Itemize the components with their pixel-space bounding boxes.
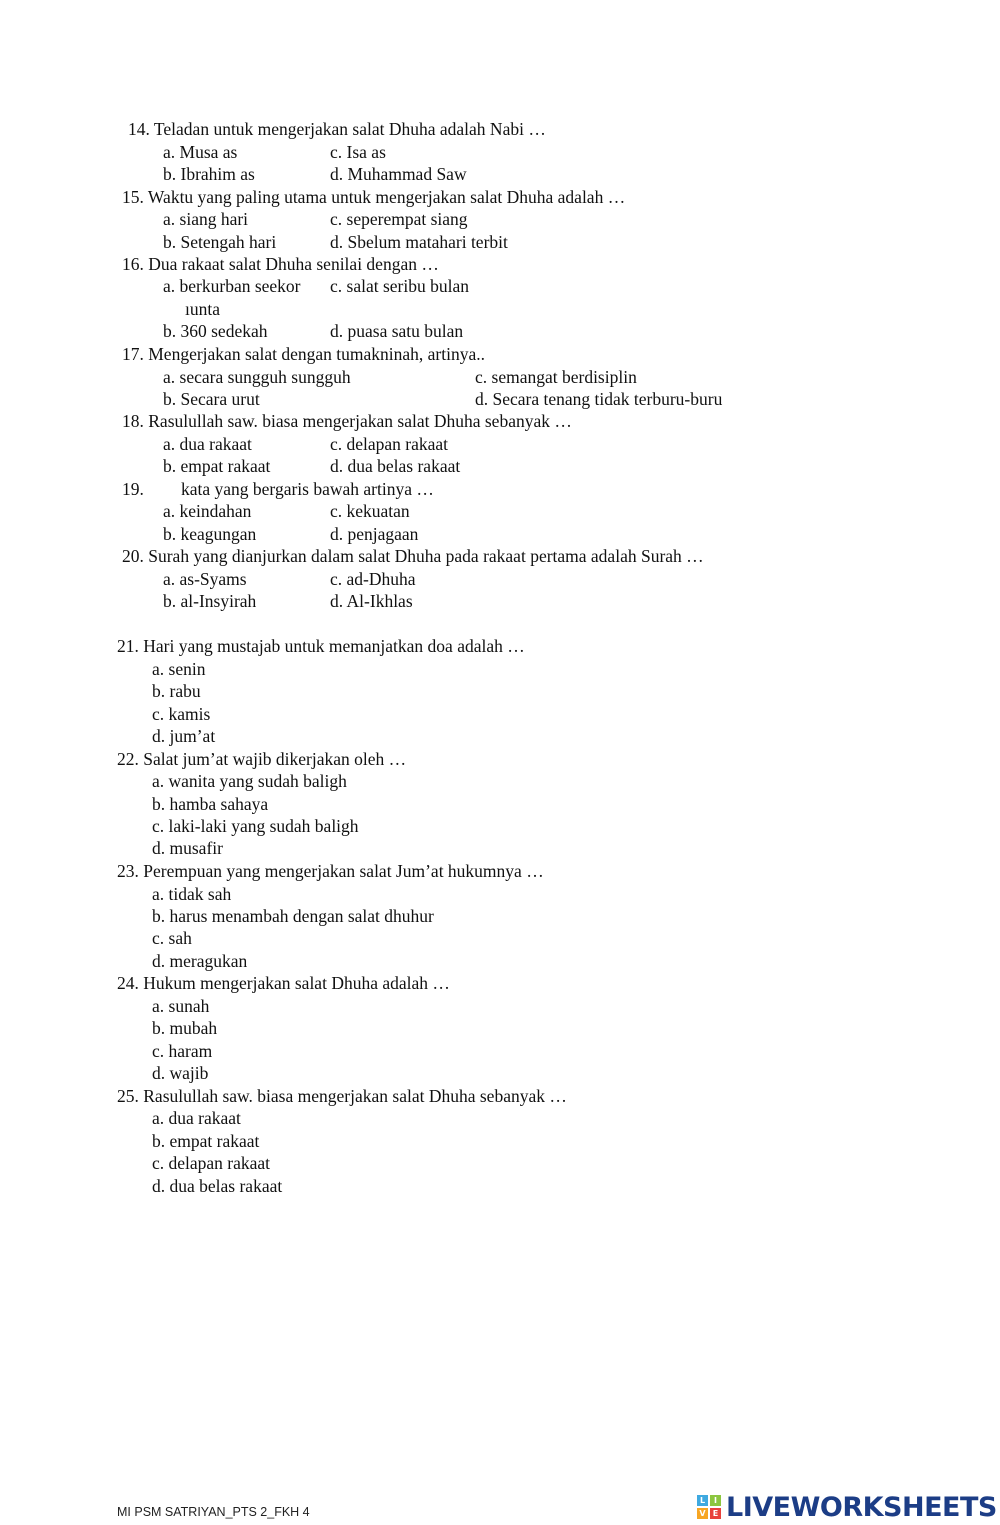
question-18-option-a: a. dua rakaat: [163, 434, 252, 454]
question-22-option-b: b. hamba sahaya: [152, 794, 269, 814]
question-19-option-b: b. keagungan: [163, 524, 257, 544]
liveworksheets-logo-icon: [697, 1495, 721, 1519]
question-14-option-a: a. Musa as: [163, 142, 238, 162]
question-17-option-c: c. semangat berdisiplin: [475, 367, 637, 387]
question-23-option-d: d. meragukan: [152, 951, 248, 971]
question-20-option-c: c. ad-Dhuha: [330, 569, 416, 589]
question-16-option-a-continued: ıunta: [185, 299, 220, 319]
question-24-option-a: a. sunah: [152, 996, 210, 1016]
question-15-option-a: a. siang hari: [163, 209, 249, 229]
question-22-option-c: c. laki-laki yang sudah baligh: [152, 816, 359, 836]
question-17-option-a: a. secara sungguh sungguh: [163, 367, 351, 387]
question-16-option-a: a. berkurban seekor: [163, 276, 301, 296]
question-25-option-c: c. delapan rakaat: [152, 1153, 271, 1173]
question-25-option-d: d. dua belas rakaat: [152, 1176, 283, 1196]
footer-text: MI PSM SATRIYAN_PTS 2_FKH 4: [117, 1505, 310, 1519]
question-24-option-d: d. wajib: [152, 1063, 209, 1083]
question-16-option-c: c. salat seribu bulan: [330, 276, 469, 296]
question-16-stem: 16. Dua rakaat salat Dhuha senilai dengan …: [122, 254, 439, 274]
question-16-option-b: b. 360 sedekah: [163, 321, 268, 341]
question-23-stem: 23. Perempuan yang mengerjakan salat Jum’at hukumnya …: [117, 861, 544, 881]
question-23-option-b: b. harus menambah dengan salat dhuhur: [152, 906, 434, 926]
question-15-option-d: d. Sbelum matahari terbit: [330, 232, 508, 252]
question-14-stem: 14. Teladan untuk mengerjakan salat Dhuha adalah Nabi …: [128, 119, 546, 139]
question-15-option-b: b. Setengah hari: [163, 232, 277, 252]
question-17-option-d: d. Secara tenang tidak terburu-buru: [475, 389, 723, 409]
question-18-option-b: b. empat rakaat: [163, 456, 271, 476]
question-20-option-a: a. as-Syams: [163, 569, 247, 589]
question-19-option-c: c. kekuatan: [330, 501, 410, 521]
question-22-option-a: a. wanita yang sudah baligh: [152, 771, 347, 791]
logo-letter-l: L: [697, 1495, 708, 1506]
question-19-number: 19.: [122, 479, 144, 499]
question-25-stem: 25. Rasulullah saw. biasa mengerjakan salat Dhuha sebanyak …: [117, 1086, 567, 1106]
question-17-stem: 17. Mengerjakan salat dengan tumakninah, artinya..: [122, 344, 486, 364]
question-18-option-c: c. delapan rakaat: [330, 434, 449, 454]
question-25-option-b: b. empat rakaat: [152, 1131, 260, 1151]
question-16-option-d: d. puasa satu bulan: [330, 321, 464, 341]
question-20-stem: 20. Surah yang dianjurkan dalam salat Dhuha pada rakaat pertama adalah Surah …: [122, 546, 704, 566]
question-24-option-b: b. mubah: [152, 1018, 218, 1038]
question-21-option-d: d. jum’at: [152, 726, 216, 746]
question-14-option-c: c. Isa as: [330, 142, 386, 162]
liveworksheets-logo[interactable]: [697, 1490, 997, 1524]
question-21-option-b: b. rabu: [152, 681, 201, 701]
question-14-option-b: b. Ibrahim as: [163, 164, 255, 184]
question-15-stem: 15. Waktu yang paling utama untuk mengerjakan salat Dhuha adalah …: [122, 187, 626, 207]
question-25-option-a: a. dua rakaat: [152, 1108, 241, 1128]
question-20-option-d: d. Al-Ikhlas: [330, 591, 413, 611]
question-19-option-a: a. keindahan: [163, 501, 252, 521]
question-21-option-a: a. senin: [152, 659, 206, 679]
question-21-stem: 21. Hari yang mustajab untuk memanjatkan doa adalah …: [117, 636, 525, 656]
question-22-stem: 22. Salat jum’at wajib dikerjakan oleh …: [117, 749, 407, 769]
question-20-option-b: b. al-Insyirah: [163, 591, 257, 611]
question-21-option-c: c. kamis: [152, 704, 211, 724]
question-14-option-d: d. Muhammad Saw: [330, 164, 467, 184]
question-23-option-a: a. tidak sah: [152, 884, 232, 904]
question-22-option-d: d. musafir: [152, 838, 223, 858]
logo-letter-v: V: [697, 1508, 708, 1519]
question-19-stem: kata yang bergaris bawah artinya …: [181, 479, 434, 499]
question-17-option-b: b. Secara urut: [163, 389, 260, 409]
question-19-option-d: d. penjagaan: [330, 524, 419, 544]
question-15-option-c: c. seperempat siang: [330, 209, 468, 229]
question-24-option-c: c. haram: [152, 1041, 213, 1061]
logo-letter-e: E: [710, 1508, 721, 1519]
question-18-option-d: d. dua belas rakaat: [330, 456, 461, 476]
question-18-stem: 18. Rasulullah saw. biasa mengerjakan salat Dhuha sebanyak …: [122, 411, 572, 431]
liveworksheets-logo-text: LIVEWORKSHEETS: [726, 1491, 997, 1523]
logo-letter-i: I: [710, 1495, 721, 1506]
question-24-stem: 24. Hukum mengerjakan salat Dhuha adalah …: [117, 973, 450, 993]
question-23-option-c: c. sah: [152, 928, 192, 948]
